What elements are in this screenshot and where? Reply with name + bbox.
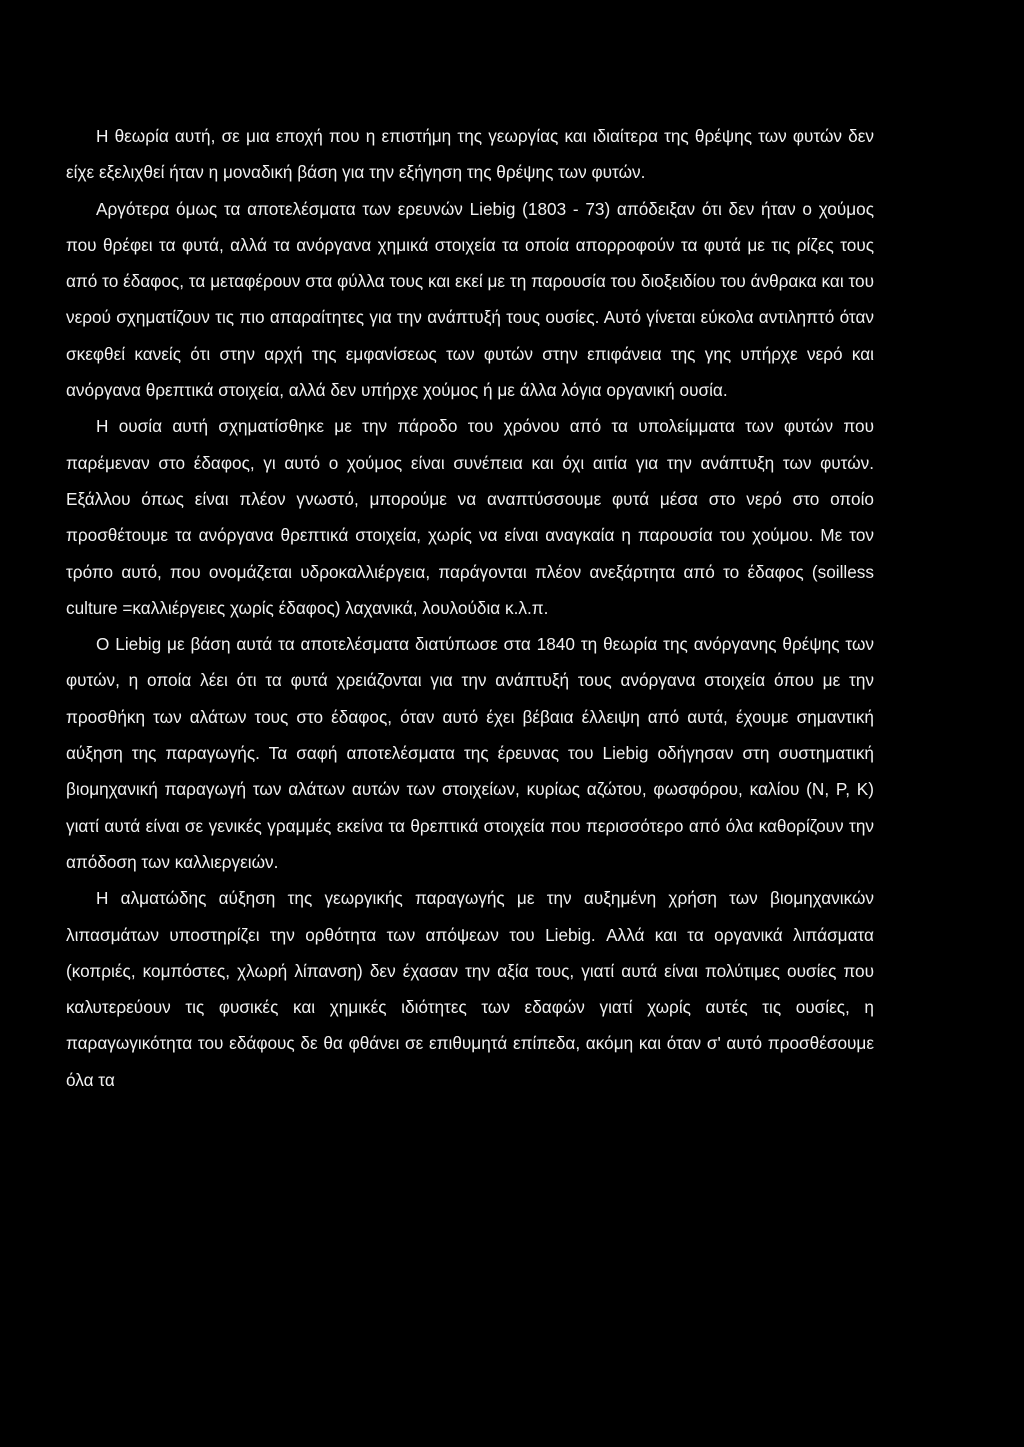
paragraph-2: Αργότερα όμως τα αποτελέσματα των ερευνών Liebig (1803 - 73) απόδειξαν ότι δεν ήταν ο χούμος που θρέφει τα φυτά, αλλά τα ανόργανα χημικά στοιχεία τα οποία απορροφούν τα φυτά με τις ρίζες τους από το έδαφος, τα μεταφέρουν στα φύλλα τους και εκεί με τη παρουσία του διοξειδίου του άνθρακα και του νερού σχηματίζουν τις πιο απαραίτητες για την ανάπτυξή τους ουσίες. Αυτό γίνεται εύκολα αντιληπτό όταν σκεφθεί κανείς ότι στην αρχή της εμφανίσεως των φυτών στην επιφάνεια της γης υπήρχε νερό και ανόργανα θρεπτικά στοιχεία, αλλά δεν υπήρχε χούμος ή με άλλα λόγια οργανική ουσία. xyxy=(66,198,874,401)
paragraph-3: Η ουσία αυτή σχηματίσθηκε με την πάροδο του χρόνου από τα υπολείμματα των φυτών που παρέμεναν στο έδαφος, γι αυτό ο χούμος είναι συνέπεια και όχι αιτία για την ανάπτυξη των φυτών. Εξάλλου όπως είναι πλέον γνωστό, μπορούμε να αναπτύσσουμε φυτά μέσα στο νερό στο οποίο προσθέτουμε τα ανόργανα θρεπτικά στοιχεία, χωρίς να είναι αναγκαία η παρουσία του χούμου. Με τον τρόπο αυτό, που ονομάζεται υδροκαλλιέργεια, παράγονται πλέον ανεξάρτητα από το έδαφος (soilless culture =καλλιέργειες χωρίς έδαφος) λαχανικά, λουλούδια κ.λ.π. xyxy=(66,416,874,618)
document-page xyxy=(66,118,874,1098)
paragraph-5: Η αλματώδης αύξηση της γεωργικής παραγωγής με την αυξημένη χρήση των βιομηχανικών λιπασμάτων υποστηρίζει την ορθότητα των απόψεων του Liebig. Αλλά και τα οργανικά λιπάσματα (κοπριές, κομπόστες, χλωρή λίπανση) δεν έχασαν την αξία τους, γιατί αυτά είναι πολύτιμες ουσίες που καλυτερεύουν τις φυσικές και χημικές ιδιότητες των εδαφών γιατί χωρίς αυτές τις ουσίες, η παραγωγικότητα του εδάφους δε θα φθάνει σε επιθυμητά επίπεδα, ακόμη και όταν σ' αυτό προσθέσουμε όλα τα xyxy=(66,888,874,1090)
paragraph-4: Ο Liebig με βάση αυτά τα αποτελέσματα διατύπωσε στα 1840 τη θεωρία της ανόργανης θρέψης των φυτών, η οποία λέει ότι τα φυτά χρειάζονται για την ανάπτυξή τους ανόργανα στοιχεία όπου με την προσθήκη των αλάτων τους στο έδαφος, όταν αυτό έχει βέβαια έλλειψη από αυτά, έχουμε σημαντική αύξηση της παραγωγής. Τα σαφή αποτελέσματα της έρευνας του Liebig οδήγησαν στη συστηματική βιομηχανική παραγωγή των αλάτων αυτών των στοιχείων, κυρίως αζώτου, φωσφόρου, καλίου (Ν, Ρ, Κ) γιατί αυτά είναι σε γενικές γραμμές εκείνα τα θρεπτικά στοιχεία που περισσότερο από όλα καθορίζουν την απόδοση των καλλιεργειών. xyxy=(66,634,874,872)
paragraph-1: Η θεωρία αυτή, σε μια εποχή που η επιστήμη της γεωργίας και ιδιαίτερα της θρέψης των φυτών δεν είχε εξελιχθεί ήταν η μοναδική βάση για την εξήγηση της θρέψης των φυτών. xyxy=(66,126,874,183)
